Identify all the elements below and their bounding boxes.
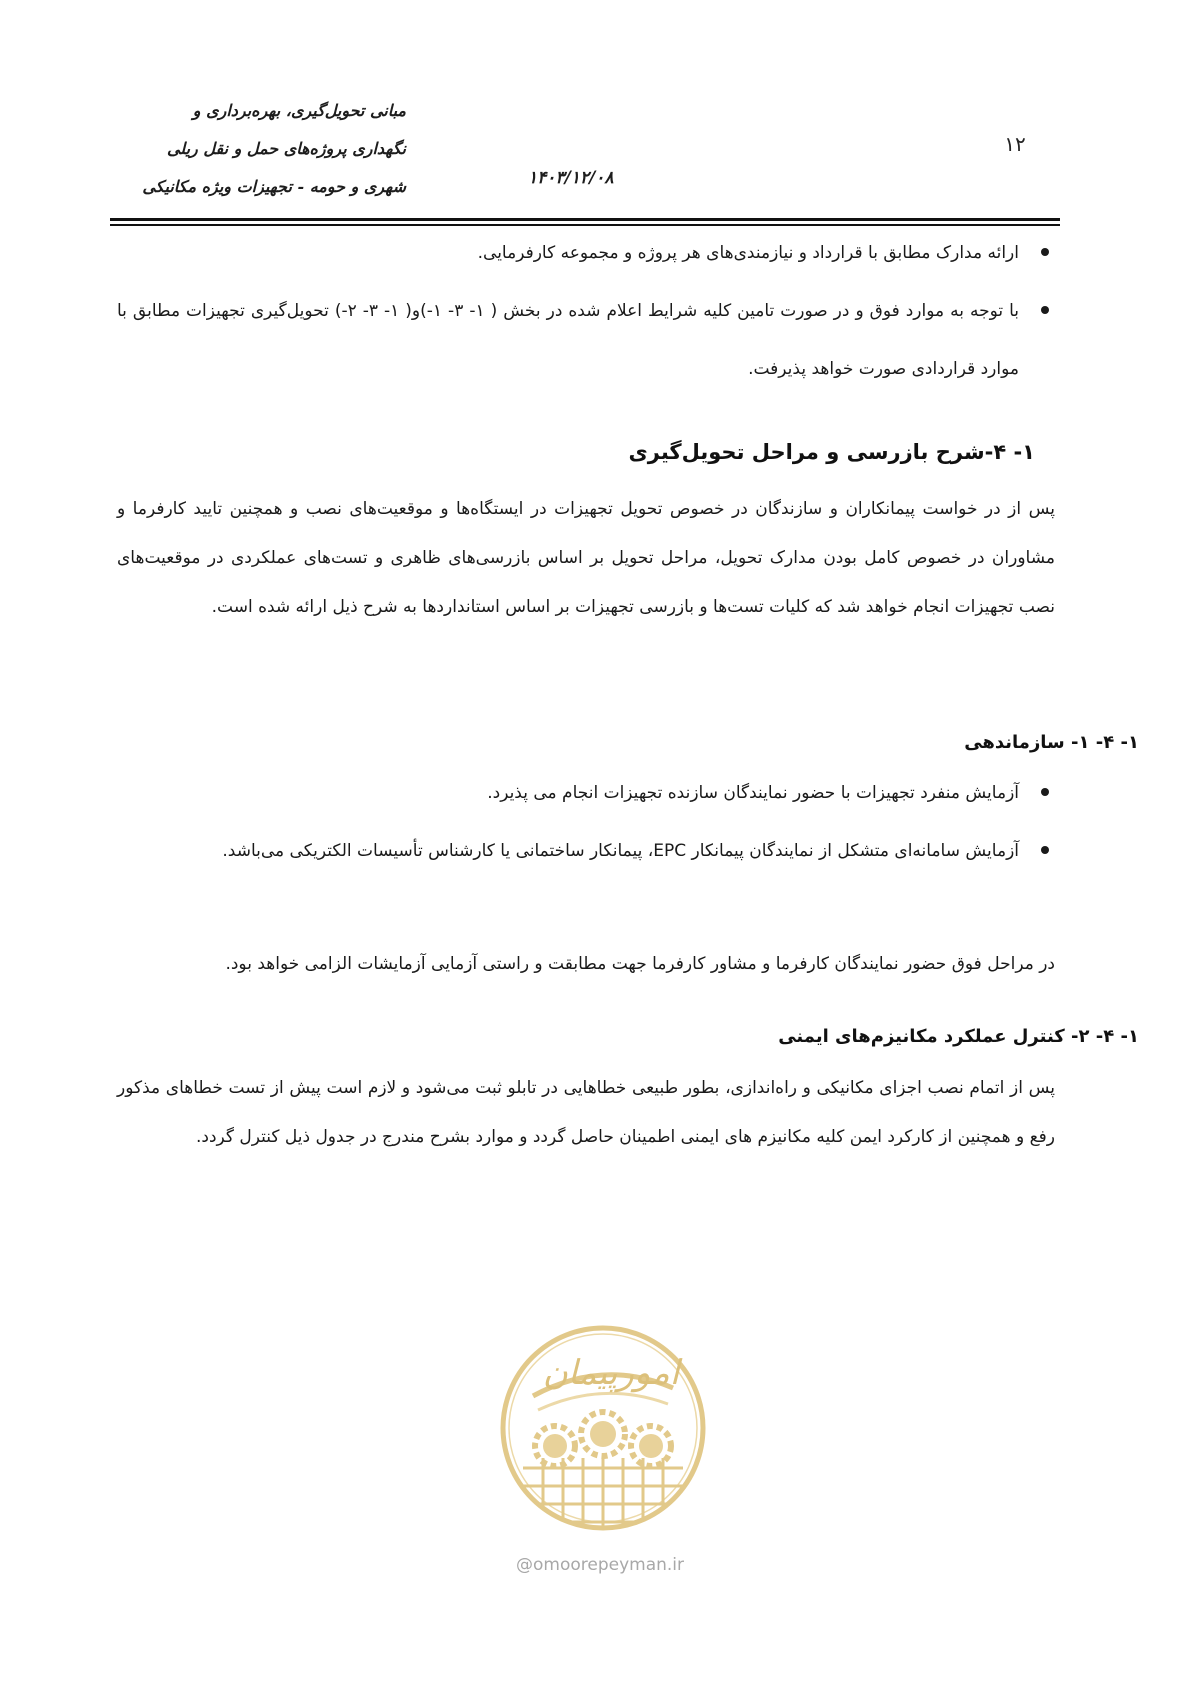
header-title-line-2: نگهداری پروژه‌های حمل و نقل ریلی <box>166 139 406 158</box>
running-header <box>106 92 406 206</box>
logo-text: امورپیمان <box>542 1353 680 1393</box>
header-date: ۱۴۰۳/۱۲/۰۸ <box>528 168 614 188</box>
organization-bullet-2: آزمایش سامانه‌ای متشکل از نمایندگان پیمانکار EPC، پیمانکار ساختمانی یا کارشناس تأسیسات الکتریکی می‌باشد. <box>117 822 1055 880</box>
header-title-line-1: مبانی تحویل‌گیری، بهره‌برداری و <box>192 101 406 120</box>
organization-closing-paragraph: در مراحل فوق حضور نمایندگان کارفرما و مشاور کارفرما جهت مطابقت و راستی آزمایی آزمایشات الزامی خواهد بود. <box>225 954 1055 974</box>
section-heading-organization: ۱- ۴- ۱- سازماندهی <box>964 732 1139 753</box>
section-heading-safety: ۱- ۴- ۲- کنترل عملکرد مکانیزم‌های ایمنی <box>778 1026 1139 1047</box>
section-main-paragraph: پس از در خواست پیمانکاران و سازندگان در خصوص تحویل تجهیزات در ایستگاه‌ها و موقعیت‌های نصب و همچنین تایید کارفرما و مشاوران در خصوص کامل بودن مدارک تحویل، مراحل تحویل بر اساس بازرسی‌های ظاهری و تست‌های عملکردی در موقعیت‌های نصب تجهیزات انجام خواهد شد که کلیات تست‌ها و بازرسی تجهیزات بر اساس استانداردها به شرح ذیل ارائه شده است. <box>117 499 1055 617</box>
safety-paragraph: پس از اتمام نصب اجزای مکانیکی و راه‌اندازی، بطور طبیعی خطاهایی در تابلو ثبت می‌شود و لازم است پیش از تست خطاهای مذکور رفع و همچنین از کارکرد ایمن کلیه مکانیزم های ایمنی اطمینان حاصل گردد و موارد بشرح مندرج در جدول ذیل کنترل گردد. <box>117 1078 1055 1147</box>
header-title-line-3: شهری و حومه - تجهیزات ویژه مکانیکی <box>142 177 406 196</box>
watermark-logo <box>493 1318 713 1538</box>
intro-bullet-2: با توجه به موارد فوق و در صورت تامین کلیه شرایط اعلام شده در بخش ( ۱- ۳- ۱-)و( ۱- ۳- ۲-) تحویل‌گیری تجهیزات مطابق با موارد قراردادی صورت خواهد پذیرفت. <box>117 282 1055 398</box>
organization-bullet-1: آزمایش منفرد تجهیزات با حضور نمایندگان سازنده تجهیزات انجام می پذیرد. <box>117 764 1055 822</box>
watermark-url: @omoorepeyman.ir <box>515 1555 685 1575</box>
intro-bullet-1: ارائه مدارک مطابق با قرارداد و نیازمندی‌های هر پروژه و مجموعه کارفرمایی. <box>117 224 1055 282</box>
header-rule-thick <box>110 218 1060 221</box>
section-heading-main: ۱- ۴-شرح بازرسی و مراحل تحویل‌گیری <box>628 440 1035 464</box>
page-number: ۱۲ <box>1004 132 1026 156</box>
